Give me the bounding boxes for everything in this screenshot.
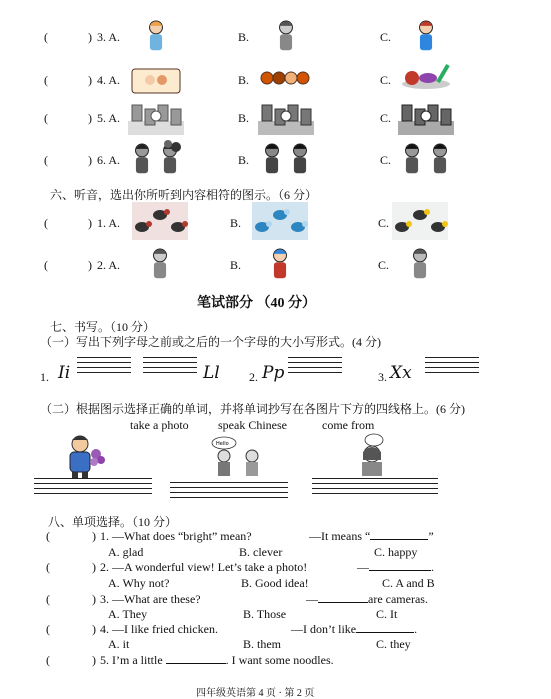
two-boys-talking-icon <box>210 436 268 478</box>
q4-stem2: —I don’t like <box>291 622 357 636</box>
boy-running-icon[interactable] <box>252 244 308 286</box>
q5-stem2: . I want some noodles. <box>225 653 334 667</box>
boy-near-wall-icon[interactable] <box>398 97 454 139</box>
writing-grid-word-1[interactable] <box>34 478 152 498</box>
section6-paren-close-0: ) <box>88 216 92 230</box>
listen-option-b-label-0: B. <box>238 30 250 44</box>
two-ants-icon[interactable] <box>132 202 188 244</box>
cookies-icon[interactable] <box>258 59 314 101</box>
boy-with-flowers-icon <box>60 432 108 478</box>
section6-number-1: 2. A. <box>97 258 121 272</box>
word-come-from: come from <box>322 418 375 432</box>
q1-stem: 1. —What does “bright” mean? <box>100 529 252 543</box>
section-8-title: 八、单项选择。（10 分） <box>48 515 178 529</box>
q4-stem3: . <box>414 622 418 636</box>
listen-option-c-label-3: C. <box>380 153 392 167</box>
writing-grid-1[interactable] <box>77 357 131 377</box>
section-7-title: 七、书写。（10 分） <box>50 320 156 334</box>
section6-option-c-label-0: C. <box>378 216 390 230</box>
q5-stem: 5. I’m a little <box>100 653 163 667</box>
two-people-icon[interactable] <box>398 139 454 181</box>
bees-icon[interactable] <box>392 202 448 244</box>
q2-stem: 2. —A wonderful view! Let’s take a photo! <box>100 560 308 574</box>
section-7-sub1: （一）写出下列字母之前或之后的一个字母的大小写形式。(4 分) <box>40 335 381 349</box>
listen-paren-close-0: ) <box>88 30 92 44</box>
section6-option-c-label-1: C. <box>378 258 390 272</box>
q2-blank[interactable] <box>369 560 431 571</box>
boy-sitting-icon[interactable] <box>392 244 448 286</box>
section-7-sub2: （二）根据图示选择正确的单词，并将单词抄写在各图片下方的四线格上。(6 分) <box>40 402 465 416</box>
q2-option-a[interactable]: A. Why not? <box>108 576 170 590</box>
listen-paren-close-1: ) <box>88 73 92 87</box>
q2-paren-open: ( <box>46 560 50 574</box>
section6-paren-close-1: ) <box>88 258 92 272</box>
section6-number-0: 1. A. <box>97 216 121 230</box>
vegetables-icon[interactable] <box>398 59 454 101</box>
writing-grid-word-2[interactable] <box>170 482 288 502</box>
q5-paren-close: ) <box>92 653 96 667</box>
q1-paren-close: ) <box>92 529 96 543</box>
q4-option-a[interactable]: A. it <box>108 637 130 651</box>
letter-num-3: 3. <box>378 370 387 384</box>
girl-portrait-icon[interactable] <box>258 16 314 58</box>
listen-option-c-label-1: C. <box>380 73 392 87</box>
q3-stem2: — <box>306 592 318 606</box>
letter-num-2: 2. <box>249 370 258 384</box>
q3-stem3: are cameras. <box>368 592 428 606</box>
q3-blank[interactable] <box>318 592 368 603</box>
letter-given-xx: Xx <box>390 363 412 383</box>
writing-grid-3[interactable] <box>288 357 342 377</box>
q1-option-b[interactable]: B. clever <box>239 545 283 559</box>
q1-stem3: ” <box>428 529 434 543</box>
q1-option-c[interactable]: C. happy <box>374 545 418 559</box>
boy-in-city-icon[interactable] <box>258 97 314 139</box>
girl-eating-icon[interactable] <box>128 16 184 58</box>
letter-given-pp: Pp <box>262 363 285 383</box>
written-part-title: 笔试部分 （40 分） <box>197 296 316 311</box>
page-footer: 四年级英语第 4 页 · 第 2 页 <box>196 688 315 699</box>
birds-flying-icon[interactable] <box>252 202 308 244</box>
word-speak-chinese: speak Chinese <box>218 418 287 432</box>
q4-paren-open: ( <box>46 622 50 636</box>
section6-paren-open-0: ( <box>44 216 48 230</box>
letter-given-ll: Ll <box>203 363 220 383</box>
letter-given-ii: Ii <box>58 363 71 383</box>
q3-option-b[interactable]: B. Those <box>243 607 287 621</box>
boy-playing-icon[interactable] <box>398 16 454 58</box>
listen-option-b-label-2: B. <box>238 111 250 125</box>
writing-grid-4[interactable] <box>425 357 479 377</box>
q3-option-a[interactable]: A. They <box>108 607 148 621</box>
q2-option-c[interactable]: C. A and B <box>382 576 435 590</box>
listen-paren-open-0: ( <box>44 30 48 44</box>
word-take-a-photo: take a photo <box>130 418 189 432</box>
q3-paren-open: ( <box>46 592 50 606</box>
listen-paren-close-2: ) <box>88 111 92 125</box>
writing-grid-2[interactable] <box>143 357 197 377</box>
speech-bubble-text: Hello <box>216 441 229 447</box>
girl-speaking-icon <box>348 432 400 476</box>
listen-option-c-label-0: C. <box>380 30 392 44</box>
listen-option-b-label-3: B. <box>238 153 250 167</box>
listen-number-3: 6. A. <box>97 153 121 167</box>
section6-option-b-label-0: B. <box>230 216 242 230</box>
listen-paren-close-3: ) <box>88 153 92 167</box>
q4-option-c[interactable]: C. they <box>376 637 411 651</box>
family-with-balloons-icon[interactable] <box>128 139 184 181</box>
village-scene-icon[interactable] <box>128 97 184 139</box>
listen-number-2: 5. A. <box>97 111 121 125</box>
listen-paren-open-2: ( <box>44 111 48 125</box>
listen-option-c-label-2: C. <box>380 111 392 125</box>
listen-number-0: 3. A. <box>97 30 121 44</box>
q3-paren-close: ) <box>92 592 96 606</box>
q1-blank[interactable] <box>370 529 428 540</box>
q5-paren-open: ( <box>46 653 50 667</box>
section-6-title: 六、听音，选出你所听到内容相符的图示。（6 分） <box>50 188 318 202</box>
writing-grid-word-3[interactable] <box>312 478 438 498</box>
q2-stem3: . <box>431 560 434 574</box>
q3-option-c[interactable]: C. It <box>376 607 398 621</box>
letter-num-1: 1. <box>40 370 49 384</box>
listen-paren-open-3: ( <box>44 153 48 167</box>
q4-paren-close: ) <box>92 622 96 636</box>
listen-number-1: 4. A. <box>97 73 121 87</box>
q4-option-b[interactable]: B. them <box>243 637 281 651</box>
q4-blank[interactable] <box>356 622 414 633</box>
couple-portrait-icon[interactable] <box>258 139 314 181</box>
q4-stem: 4. —I like fried chicken. <box>100 622 218 636</box>
boy-walking-icon[interactable] <box>132 244 188 286</box>
listen-paren-open-1: ( <box>44 73 48 87</box>
lunchbox-icon[interactable] <box>128 59 184 101</box>
section6-option-b-label-1: B. <box>230 258 242 272</box>
section6-paren-open-1: ( <box>44 258 48 272</box>
q1-stem2: —It means “ <box>309 529 371 543</box>
q1-paren-open: ( <box>46 529 50 543</box>
q1-option-a[interactable]: A. glad <box>108 545 144 559</box>
q2-paren-close: ) <box>92 560 96 574</box>
q5-blank[interactable] <box>166 653 226 664</box>
listen-option-b-label-1: B. <box>238 73 250 87</box>
q2-option-b[interactable]: B. Good idea! <box>241 576 309 590</box>
q2-stem2: — <box>357 560 369 574</box>
q3-stem: 3. —What are these? <box>100 592 201 606</box>
